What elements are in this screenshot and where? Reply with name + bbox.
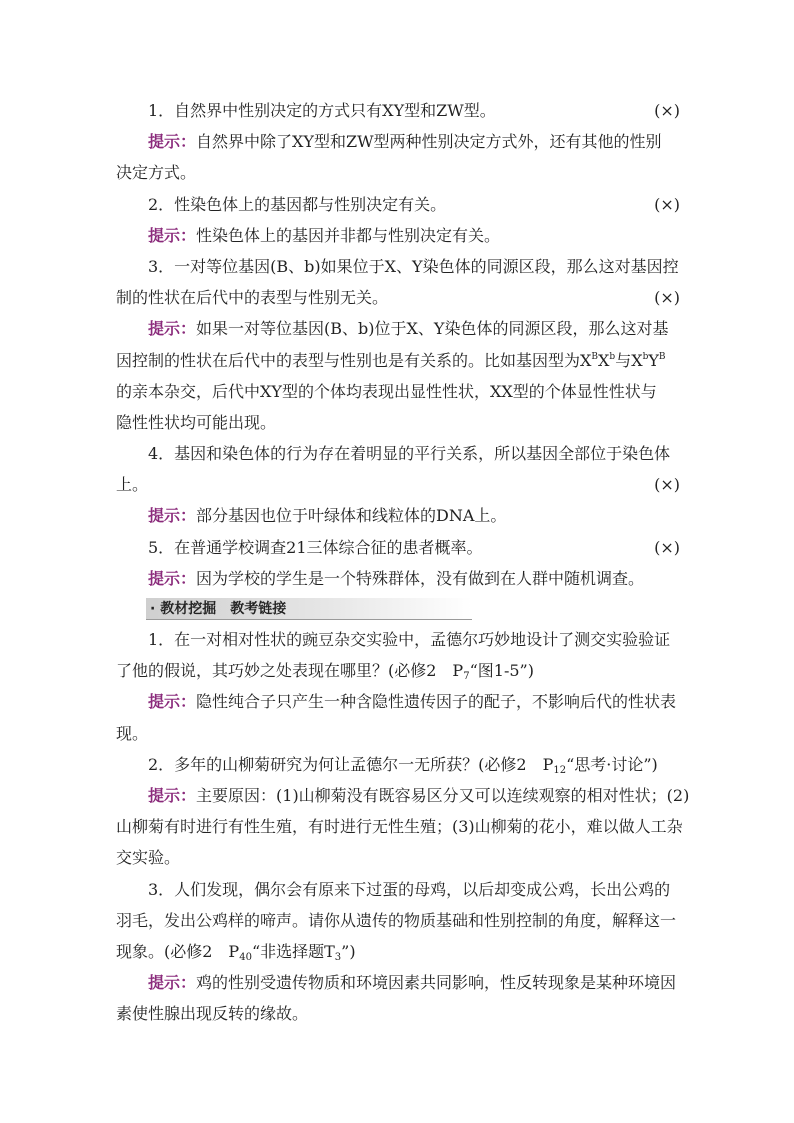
tip-2-line <box>116 220 680 251</box>
link-question-3-text: 现象。(必修2 P <box>116 941 240 961</box>
tip-label: 提示： <box>148 692 197 712</box>
page-subscript: 7 <box>463 671 470 683</box>
tip-3-line-3: 的亲本杂交，后代中XY型的个体均表现出显性性状，XX型的个体显性性状与 <box>116 381 657 401</box>
tip-2-text: 性染色体上的基因并非都与性别决定有关。 <box>196 225 501 245</box>
superscript: b <box>642 351 649 362</box>
link-question-3-ref-end: ”) <box>341 941 356 961</box>
genotype-letter: X <box>598 350 610 370</box>
link-question-3-line: 3．人们发现，偶尔会有原来下过蛋的母鸡，以后却变成公鸡，长出公鸡的 <box>148 879 671 899</box>
tip-label: 提示： <box>148 785 197 805</box>
link-question-2-line <box>116 749 680 780</box>
tip-3-line <box>116 313 680 344</box>
superscript: b <box>609 351 616 362</box>
link-question-3-line-3 <box>116 936 680 967</box>
link-question-3-ref: “非选择题T <box>251 941 335 961</box>
genotype-text: 与X <box>615 350 643 370</box>
link-question-1-line-2 <box>116 655 680 686</box>
tip-5-text: 因为学校的学生是一个特殊群体，没有做到在人群中随机调查。 <box>196 568 645 588</box>
tip-label: 提示： <box>148 225 197 245</box>
tip-label: 提示： <box>148 973 197 993</box>
tip-1-line <box>116 126 680 157</box>
question-1-line <box>116 95 680 126</box>
document-page <box>116 95 690 1029</box>
cross-mark: (×) <box>654 288 680 308</box>
tip-1-line-2: 决定方式。 <box>116 163 197 183</box>
question-2-line <box>116 189 680 220</box>
link-tip-1-line-2: 现。 <box>116 723 149 743</box>
question-4-line-2 <box>116 469 680 500</box>
section-heading: · 教材挖掘 教考链接 <box>146 598 472 620</box>
cross-mark: (×) <box>654 101 680 120</box>
question-3-line-2 <box>116 282 680 313</box>
tip-label: 提示： <box>148 506 197 526</box>
page-subscript: 40 <box>239 951 252 963</box>
link-tip-2-line-3: 交实验。 <box>116 848 181 868</box>
question-subscript: 3 <box>334 951 342 963</box>
link-tip-2-line <box>116 780 690 811</box>
tip-3-line-2 <box>116 345 680 376</box>
link-question-1-ref: “图1-5”) <box>469 661 534 681</box>
superscript: B <box>591 351 599 362</box>
superscript: B <box>658 351 666 362</box>
page-subscript: 12 <box>553 764 567 776</box>
tip-5-line <box>116 563 680 594</box>
link-tip-3-line-2: 素使性腺出现反转的缘故。 <box>116 1004 309 1024</box>
question-5-text: 5．在普通学校调查21三体综合征的患者概率。 <box>148 537 483 557</box>
question-3-line: 3．一对等位基因(B、b)如果位于X、Y染色体的同源区段，那么这对基因控 <box>148 256 679 276</box>
tip-3-line-4: 隐性性状均可能出现。 <box>116 412 277 432</box>
tip-label: 提示： <box>148 319 197 339</box>
cross-mark: (×) <box>654 537 680 557</box>
link-question-1-text: 了他的假说，其巧妙之处表现在哪里？(必修2 P <box>116 661 464 681</box>
question-2-text: 2．性染色体上的基因都与性别决定有关。 <box>148 194 447 214</box>
cross-mark: (×) <box>654 194 680 214</box>
link-tip-2-line-2: 山柳菊有时进行有性生殖，有时进行无性生殖；(3)山柳菊的花小，难以做人工杂 <box>116 817 683 837</box>
link-question-2-text: 2．多年的山柳菊研究为何让孟德尔一无所获？(必修2 P <box>148 754 554 774</box>
question-4-line: 4．基因和染色体的行为存在着明显的平行关系，所以基因全部位于染色体 <box>148 444 671 464</box>
link-question-2-ref: “思考·讨论”) <box>566 754 658 774</box>
link-question-1-line: 1．在一对相对性状的豌豆杂交实验中，孟德尔巧妙地设计了测交实验验证 <box>148 630 671 649</box>
tip-4-text: 部分基因也位于叶绿体和线粒体的DNA上。 <box>196 506 507 526</box>
tip-label: 提示： <box>148 132 197 152</box>
tip-3-text-2: 因控制的性状在后代中的表型与性别也是有关系的。比如基因型为X <box>116 350 592 370</box>
link-tip-2-text: 主要原因：(1)山柳菊没有既容易区分又可以连续观察的相对性状；(2) <box>196 785 690 805</box>
question-5-line <box>116 532 680 563</box>
link-question-3-line-2: 羽毛，发出公鸡样的啼声。请你从遗传的物质基础和性别控制的角度，解释这一 <box>116 910 677 930</box>
link-tip-3-line <box>116 967 680 998</box>
question-3-text-2: 制的性状在后代中的表型与性别无关。 <box>116 288 389 308</box>
tip-label: 提示： <box>148 568 197 588</box>
tip-3-text: 如果一对等位基因(B、b)位于X、Y染色体的同源区段，那么这对基 <box>196 319 669 339</box>
question-4-text-2: 上。 <box>116 475 149 495</box>
cross-mark: (×) <box>654 475 680 495</box>
link-tip-1-line <box>116 686 680 717</box>
genotype-letter: Y <box>648 350 659 370</box>
link-tip-1-text: 隐性纯合子只产生一种含隐性遗传因子的配子，不影响后代的性状表 <box>196 692 677 712</box>
tip-4-line <box>116 500 680 531</box>
tip-1-text: 自然界中除了XY型和ZW型两种性别决定方式外，还有其他的性别 <box>196 132 662 152</box>
link-tip-3-text: 鸡的性别受遗传物质和环境因素共同影响，性反转现象是某种环境因 <box>196 973 677 993</box>
question-1-text: 1．自然界中性别决定的方式只有XY型和ZW型。 <box>148 101 496 120</box>
